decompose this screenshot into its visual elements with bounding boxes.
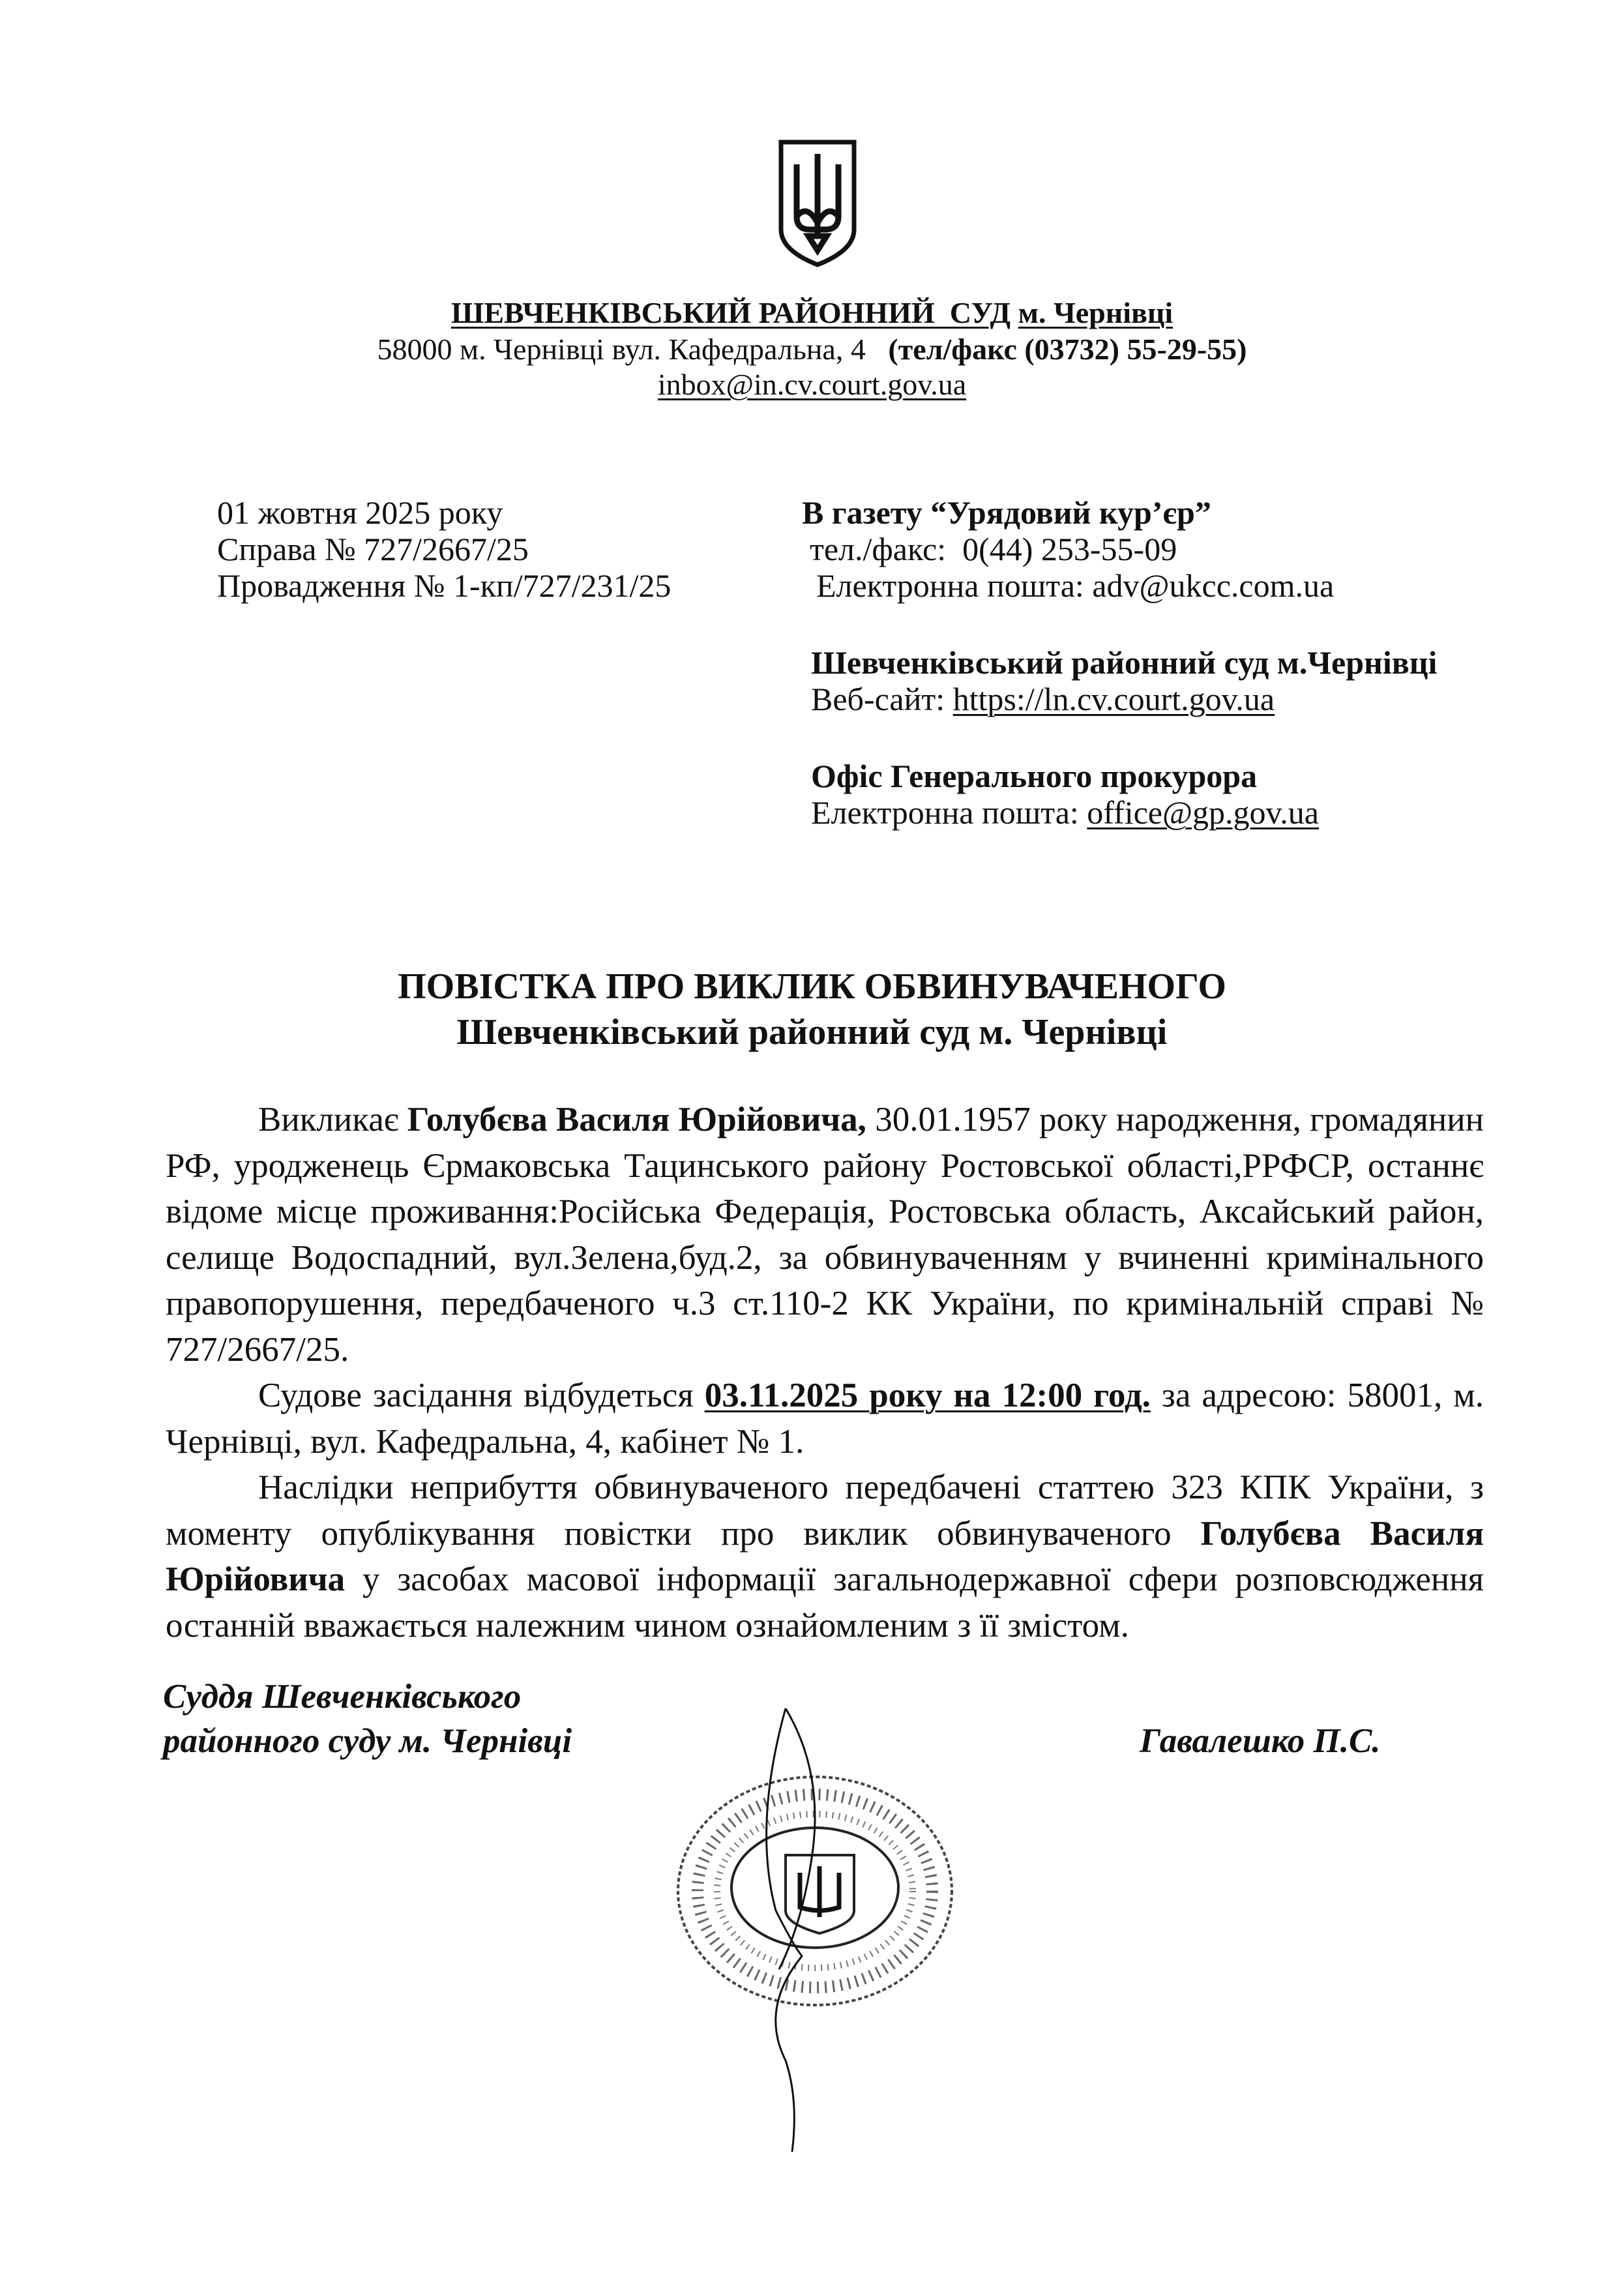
hearing-datetime: 03.11.2025 року на 12:00 год.	[704, 1377, 1151, 1414]
position-line-1: Суддя Шевченківського	[163, 1678, 522, 1716]
text: Судове засідання відбудеться	[258, 1377, 705, 1414]
court-email-link[interactable]: inbox@in.cv.court.gov.ua	[657, 368, 967, 401]
recipient-website-label: Веб-сайт:	[811, 681, 945, 717]
recipient-prosecutor	[811, 758, 1319, 831]
trident-emblem-icon	[777, 138, 858, 267]
judge-name: Гавалешко П.С.	[1140, 1722, 1381, 1760]
court-seal-stamp	[655, 1695, 968, 2165]
court-email-line	[0, 366, 1624, 403]
paragraph-consequences	[166, 1465, 1484, 1648]
title-line-2: Шевченківський районний суд м. Чернівці	[456, 1012, 1168, 1052]
recipient-phone-label: тел./факс:	[810, 531, 947, 567]
recipient-name: Офіс Генерального прокурора	[811, 758, 1258, 794]
recipient-email-label: Електронна пошта:	[816, 567, 1084, 604]
position-line-2: районного суду м. Чернівці	[163, 1722, 572, 1760]
case-meta	[217, 494, 671, 604]
recipient-name: В газету “Урядовий кур’єр”	[802, 494, 1211, 531]
text: Викликає	[258, 1101, 407, 1139]
title-line-1: ПОВІСТКА ПРО ВИКЛИК ОБВИНУВАЧЕНОГО	[398, 966, 1226, 1007]
document-title	[0, 964, 1624, 1055]
court-phone: (тел/факс (03732) 55-29-55)	[888, 333, 1247, 366]
recipient-phone: 0(44) 253-55-09	[962, 531, 1177, 567]
recipient-email[interactable]: adv@ukcc.com.ua	[1092, 567, 1335, 604]
recipient-email-link[interactable]: office@gp.gov.ua	[1087, 794, 1319, 831]
proceeding-number: Провадження № 1-кп/727/231/25	[217, 567, 672, 604]
court-city: м. Чернівці	[1018, 296, 1174, 329]
accused-name: Голубєва Василя Юрійовича	[166, 1514, 1484, 1598]
court-address-line	[0, 331, 1624, 368]
summons-body	[166, 1097, 1484, 1648]
accused-name: Голубєва Василя Юрійовича,	[407, 1101, 866, 1139]
recipient-name: Шевченківський районний суд м.Чернівці	[811, 644, 1438, 681]
document-date: 01 жовтня 2025 року	[217, 494, 503, 531]
main-content	[163, 1097, 1484, 1779]
court-address: 58000 м. Чернівці вул. Кафедральна, 4	[377, 333, 866, 366]
paragraph-summons	[166, 1097, 1484, 1373]
recipient-court	[811, 644, 1437, 717]
court-name: ШЕВЧЕНКІВСЬКИЙ РАЙОННИЙ СУД	[450, 296, 1011, 329]
case-number: Справа № 727/2667/25	[217, 531, 529, 567]
court-header	[0, 295, 1624, 331]
paragraph-hearing	[166, 1373, 1484, 1465]
text: 30.01.1957 року народження, громадянин РФ, уродженець Єрмаковська Тацинського району Ростовської області,РРФСР, останнє відоме місце проживання:Російська Федерація, Ростовська область, Аксайський район, селище Водоспадний, вул.Зелена,буд.2, за обвинуваченням у вчиненні кримінального правопорушення, передбаченого ч.3 ст.110-2 КК України, по кримінальній справі № 727/2667/25.	[166, 1101, 1484, 1369]
recipient-newspaper	[802, 494, 1334, 604]
judge-position	[163, 1674, 572, 1763]
text: у засобах масової інформації загальнодержавної сфери розповсюдження останній вважається належним чином ознайомленим з її змістом.	[166, 1560, 1484, 1645]
text: за адресою: 58001, м. Чернівці, вул. Кафедральна, 4, кабінет № 1.	[166, 1377, 1484, 1461]
recipient-website-link[interactable]: https://ln.cv.court.gov.ua	[952, 681, 1275, 717]
text: Наслідки неприбуття обвинуваченого передбачені статтею 323 КПК України, з моменту опублікування повістки про виклик обвинуваченого	[166, 1468, 1484, 1553]
recipient-email-label: Електронна пошта:	[811, 794, 1079, 831]
